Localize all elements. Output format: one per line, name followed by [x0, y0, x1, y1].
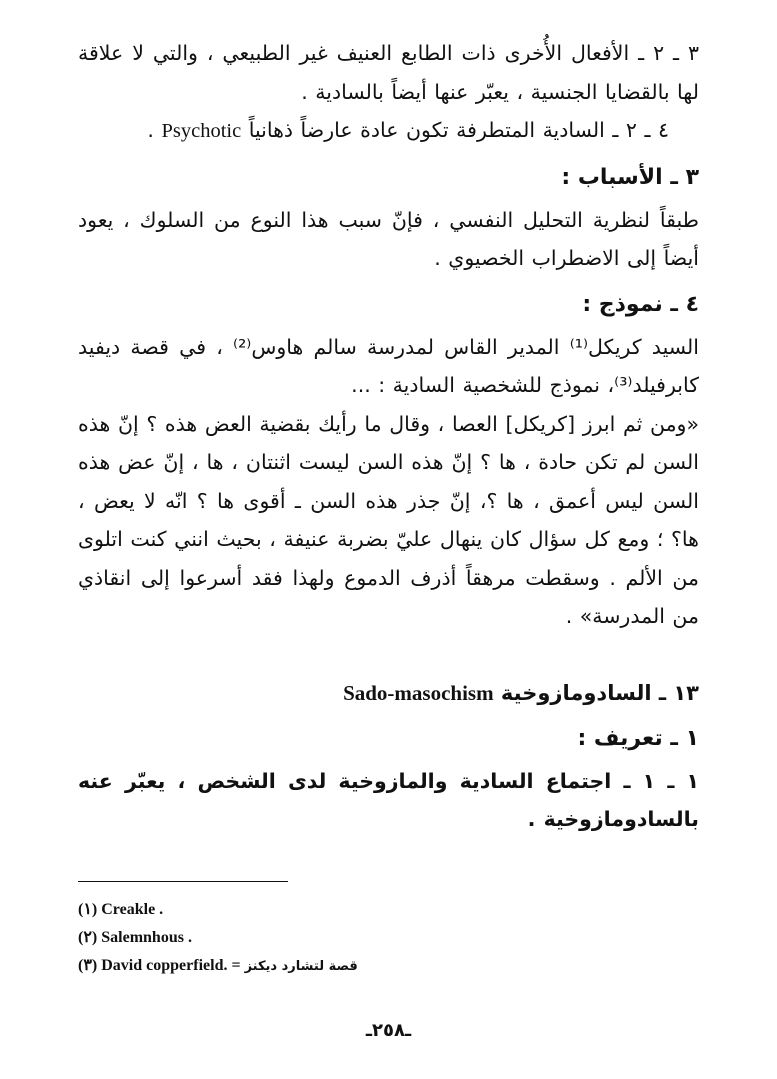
- paragraph-violent-acts: ٣ ـ ٢ ـ الأفعال الأُخرى ذات الطابع العنيف غير الطبيعي ، والتي لا علاقة لها بالقضايا الجنسية ، يعبّر عنها أيضاً بالسادية .: [78, 41, 699, 104]
- paragraph-definition: ١ ـ ١ ـ اجتماع السادية والمازوخية لدى الشخص ، يعبّر عنه بالسادومازوخية .: [78, 768, 699, 831]
- heading-definition: ١ ـ تعريف :: [577, 725, 699, 751]
- heading-causes: ٣ ـ الأسباب :: [561, 164, 699, 190]
- spacer: [78, 636, 699, 674]
- footnote-1: (١) Creakle .: [78, 900, 164, 918]
- footnote-divider: [78, 881, 288, 882]
- page-number: ـ٢٥٨ـ: [365, 1020, 412, 1041]
- section-title-arabic: ١٣ ـ السادومازوخية: [500, 680, 699, 705]
- section-title-sadomasochism: [78, 674, 699, 712]
- footnote-3: [78, 952, 699, 981]
- paragraph-creakle: السيد كريكل⁽¹⁾ المدير القاس لمدرسة سالم هاوس⁽²⁾ ، في قصة ديفيد كابرفيلد⁽³⁾، نموذج للشخصية السادية : ...: [78, 334, 699, 397]
- psychotic-term: Psychotic: [161, 120, 242, 142]
- heading-example: ٤ ـ نموذج :: [582, 291, 699, 317]
- footnote-3-latin: (٣) David copperfield. =: [78, 956, 241, 974]
- footnote-2: (٢) Salemnhous .: [78, 928, 192, 946]
- extreme-sadism-text: ٤ ـ ٢ ـ السادية المتطرفة تكون عادة عارضاً ذهانياً: [248, 118, 669, 142]
- paragraph-quote: «ومن ثم ابرز [كريكل] العصا ، وقال ما رأيك بقضية العض هذه ؟ إنّ هذه السن لم تكن حادة ، ها ؟ إنّ هذه السن ليست اثنتان ، ها ، إنّ عض هذه السن ليس أعمق ، ها ؟، إنّ جذر هذه السن ـ أقوى ها ؟ انّه لا يعض ، ها؟ ؛ ومع كل سؤال كان ينهال عليّ بضربة عنيفة ، بحيث انني كنت اتلوى من الألم . وسقطت مرهقاً أذرف الدموع ولهذا فقد أسرعوا إلى انقاذي من المدرسة» .: [78, 411, 699, 628]
- footnote-3-arabic: قصة لتشارد ديكنز: [244, 958, 358, 974]
- paragraph-extreme-sadism: ٤ ـ ٢ ـ السادية المتطرفة تكون عادة عارضاً ذهانياً Psychotic .: [147, 118, 669, 142]
- section-title-latin: Sado-masochism: [343, 680, 494, 705]
- footnotes: [78, 881, 699, 981]
- paragraph-psychoanalysis: طبقاً لنظرية التحليل النفسي ، فإنّ سبب هذا النوع من السلوك ، يعود أيضاً إلى الاضطراب الخصيوي .: [78, 207, 699, 270]
